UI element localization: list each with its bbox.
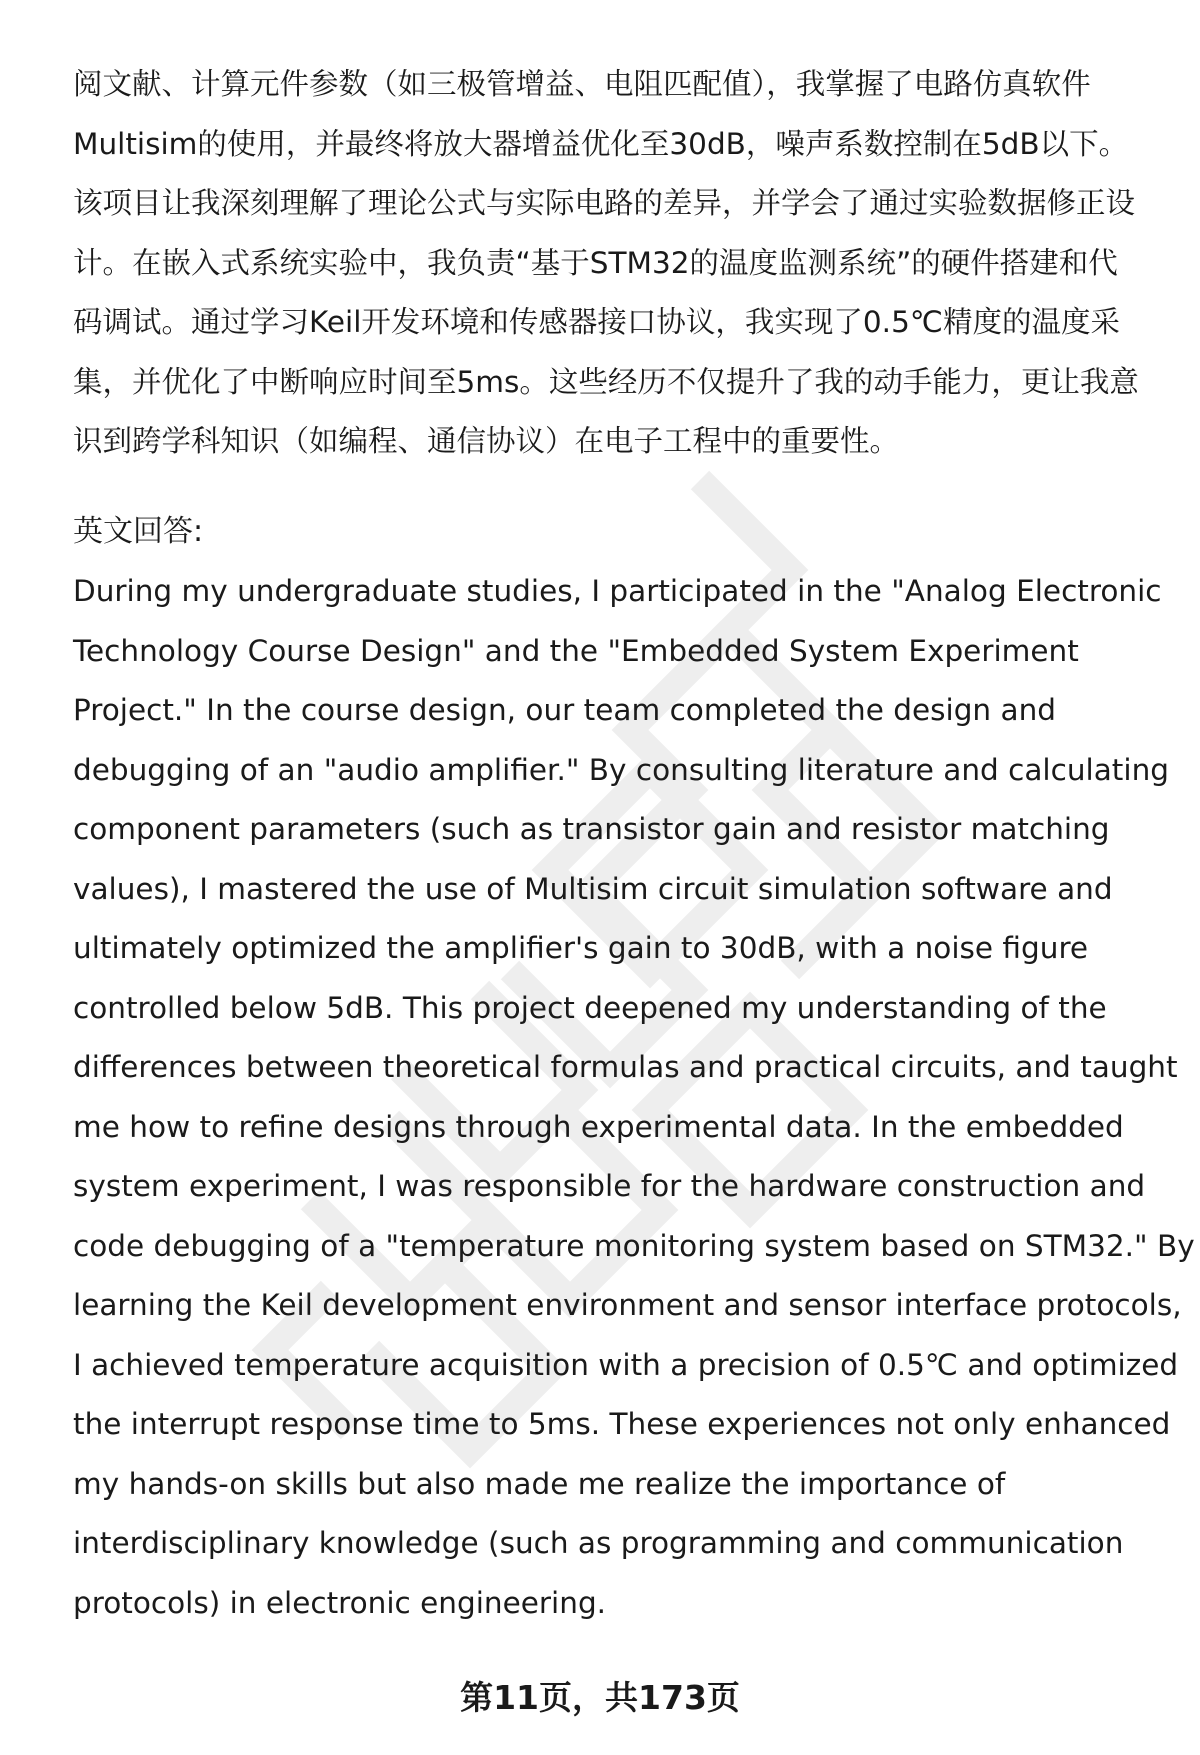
english-line: protocols) in electronic engineering. (73, 1585, 607, 1620)
english-line: me how to refine designs through experimental data. In the embedded (73, 1109, 1124, 1144)
chinese-line: 识到跨学科知识（如编程、通信协议）在电子工程中的重要性。 (73, 424, 900, 458)
chinese-line: 码调试。通过学习Keil开发环境和传感器接口协议，我实现了0.5℃精度的温度采 (73, 305, 1120, 339)
english-line: my hands-on skills but also made me realize the importance of (73, 1466, 1006, 1501)
english-line: interdisciplinary knowledge (such as programming and communication (73, 1526, 1124, 1560)
chinese-line: 该项目让我深刻理解了理论公式与实际电路的差异，并学会了通过实验数据修正设 (73, 186, 1136, 220)
english-line: ultimately optimized the amplifier's gain to 30dB, with a noise figure (73, 931, 1089, 965)
english-answer-heading (73, 502, 1163, 562)
english-line: system experiment, I was responsible for the hardware construction and (73, 1169, 1146, 1203)
english-answer-label: 英文回答: (73, 514, 204, 549)
english-line: values), I mastered the use of Multisim circuit simulation software and (73, 871, 1113, 906)
english-line: Technology Course Design" and the "Embedded System Experiment (73, 633, 1079, 668)
english-line: I achieved temperature acquisition with a precision of 0.5℃ and optimized (73, 1347, 1179, 1382)
english-line: During my undergraduate studies, I participated in the "Analog Electronic (73, 574, 1162, 608)
english-answer-paragraph (73, 562, 1195, 1633)
english-line: learning the Keil development environment and sensor interface protocols, (73, 1288, 1182, 1322)
english-line: debugging of an "audio amplifier." By consulting literature and calculating (73, 752, 1169, 787)
english-line: code debugging of a "temperature monitoring system based on STM32." By (73, 1228, 1195, 1263)
english-line: differences between theoretical formulas and practical circuits, and taught (73, 1050, 1178, 1084)
english-line: Project." In the course design, our team completed the design and (73, 693, 1057, 727)
page-number-footer: 第11页，共173页 (460, 1678, 740, 1717)
chinese-line: Multisim的使用，并最终将放大器增益优化至30dB，噪声系数控制在5dB以下。 (73, 126, 1129, 161)
english-line: the interrupt response time to 5ms. These experiences not only enhanced (73, 1407, 1171, 1441)
english-line: controlled below 5dB. This project deepened my understanding of the (73, 990, 1107, 1025)
chinese-answer-paragraph (73, 55, 1163, 472)
english-line: component parameters (such as transistor gain and resistor matching (73, 812, 1110, 846)
chinese-line: 阅文献、计算元件参数（如三极管增益、电阻匹配值），我掌握了电路仿真软件 (73, 67, 1091, 101)
chinese-line: 计。在嵌入式系统实验中，我负责“基于STM32的温度监测系统”的硬件搭建和代 (73, 245, 1118, 280)
chinese-line: 集，并优化了中断响应时间至5ms。这些经历不仅提升了我的动手能力，更让我意 (73, 364, 1139, 399)
